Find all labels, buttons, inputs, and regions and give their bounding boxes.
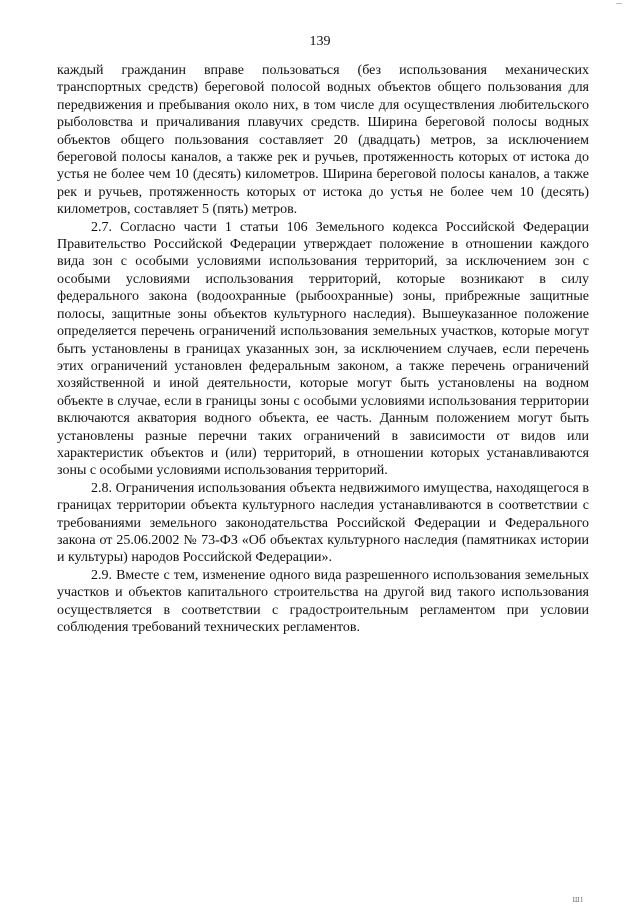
paragraph-2-8: 2.8. Ограничения использования объекта недвижимого имущества, находящегося в границах территории объекта культурного наследия устанавливаются в соответствии с требованиями земельного законодательства Российской Федерации и Федерального закона от 25.06.2002 № 73-ФЗ «Об объектах культурного наследия (памятниках истории и культуры) народов Российской Федерации». [57, 480, 589, 566]
footer-mark: ШІ [572, 896, 584, 904]
scan-corner-mark [616, 0, 622, 4]
paragraph-2-7: 2.7. Согласно части 1 статьи 106 Земельного кодекса Российской Федерации Правительство Российской Федерации утверждает положение в отношении каждого вида зон с особыми условиями использования территорий, за исключением зон с особыми условиями использования территорий, которые возникают в силу федерального закона (водоохранные (рыбоохранные) зоны, прибрежные защитные полосы, защитные зоны объектов культурного наследия). Вышеуказанное положение определяется перечень ограничений использования земельных участков, которые могут быть установлены в границах указанных зон, за исключением случаев, если перечень этих ограничений установлен федеральным законом, а также перечень ограничений хозяйственной и иной деятельности, которые могут быть установлены на водном объекте в случае, если в границы зоны с особыми условиями использования территории включаются акватория водного объекта, ее часть. Данным положением могут быть установлены разные перечни таких ограничений в зависимости от видов или характеристик объектов и (или) территорий, в отношении которых устанавливаются зоны с особыми условиями использования территорий. [57, 219, 589, 479]
document-body [57, 62, 589, 636]
paragraph-2-9: 2.9. Вместе с тем, изменение одного вида разрешенного использования земельных участков и объектов капитального строительства на другой вид такого использования осуществляется в соответствии с градостроительным регламентом при условии соблюдения требований технических регламентов. [57, 567, 589, 635]
page-number: 139 [309, 34, 331, 49]
paragraph-continuation: каждый гражданин вправе пользоваться (без использования механических транспортных средств) береговой полосой водных объектов общего пользования для передвижения и пребывания около них, в том числе для осуществления любительского рыболовства и причаливания плавучих средств. Ширина береговой полосы водных объектов общего пользования составляет 20 (двадцать) метров, за исключением береговой полосы каналов, а также рек и ручьев, протяженность которых от истока до устья не более чем 10 (десять) километров. Ширина береговой полосы каналов, а также рек и ручьев, протяженность которых от истока до устья не более чем 10 (десять) километров, составляет 5 (пять) метров. [57, 63, 589, 218]
